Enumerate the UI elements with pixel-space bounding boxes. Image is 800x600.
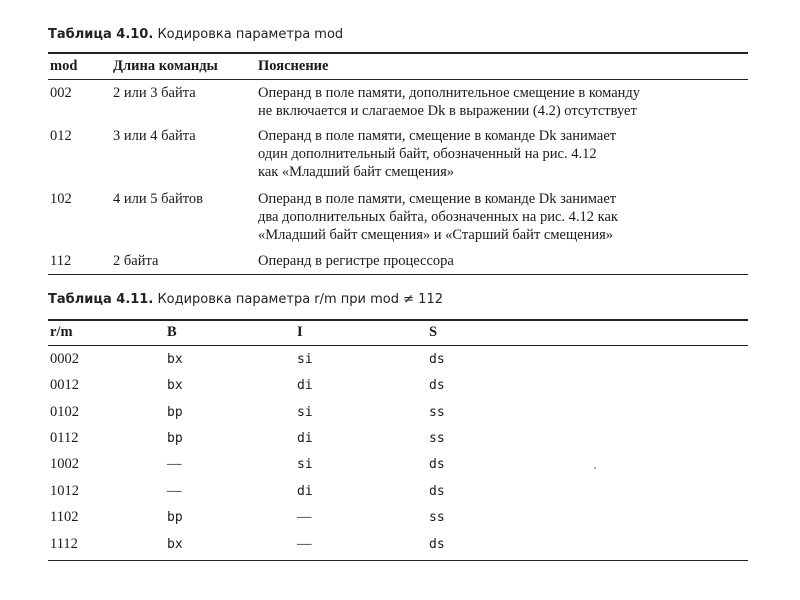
explanation-cell [258, 127, 616, 181]
b-register: bp [167, 431, 183, 446]
table-4-10-caption [48, 27, 343, 42]
scan-speck [594, 467, 596, 469]
header-i: I [297, 324, 303, 340]
explanation-line: Операнд в поле памяти, смещение в команде Dk занимает [258, 191, 617, 207]
s-register: ss [429, 431, 445, 446]
explanation-line: два дополнительных байта, обозначенных на рис. 4.12 как [258, 209, 618, 225]
i-register: si [297, 457, 313, 472]
table-bottom-rule [48, 274, 748, 275]
rm-value: 1112 [50, 536, 78, 552]
i-register: si [297, 405, 313, 420]
b-register: — [167, 483, 182, 499]
s-register: ds [429, 352, 445, 367]
i-register: di [297, 484, 313, 499]
explanation-line: Операнд в поле памяти, дополнительное смещение в команду [258, 85, 641, 101]
command-length: 2 байта [113, 253, 159, 269]
mod-value: 002 [50, 85, 72, 101]
caption-label: Таблица 4.10. [48, 27, 154, 42]
s-register: ds [429, 378, 445, 393]
command-length: 2 или 3 байта [113, 85, 196, 101]
explanation-cell [258, 84, 640, 120]
header-s: S [429, 324, 438, 340]
header-command-length: Длина команды [113, 58, 218, 74]
explanation-line: не включается и слагаемое Dk в выражении (4.2) отсутствует [258, 103, 637, 119]
s-register: ds [429, 484, 445, 499]
table-header-rule [48, 345, 748, 346]
mod-value: 102 [50, 191, 72, 207]
i-register: si [297, 352, 313, 367]
b-register: bp [167, 510, 183, 525]
table-4-11-caption [48, 292, 443, 307]
header-explanation: Пояснение [258, 58, 329, 74]
command-length: 4 или 5 байтов [113, 191, 203, 207]
explanation-cell [258, 252, 454, 270]
s-register: ss [429, 405, 445, 420]
table-header-rule [48, 79, 748, 80]
explanation-cell [258, 190, 618, 244]
b-register: bp [167, 405, 183, 420]
caption-text: Кодировка параметра r/m при mod ≠ 112 [157, 292, 443, 307]
header-b: B [167, 324, 177, 340]
header-rm: r/m [50, 324, 73, 340]
b-register: bx [167, 537, 183, 552]
mod-value: 012 [50, 128, 72, 144]
explanation-line: Операнд в поле памяти, смещение в команде Dk занимает [258, 128, 617, 144]
s-register: ds [429, 537, 445, 552]
header-mod: mod [50, 58, 78, 74]
table-bottom-rule [48, 560, 748, 561]
caption-text: Кодировка параметра mod [157, 27, 344, 42]
rm-value: 0002 [50, 351, 79, 367]
rm-value: 0012 [50, 377, 79, 393]
explanation-line: «Младший байт смещения» и «Старший байт смещения» [258, 227, 613, 243]
s-register: ds [429, 457, 445, 472]
rm-value: 1012 [50, 483, 79, 499]
command-length: 3 или 4 байта [113, 128, 196, 144]
s-register: ss [429, 510, 445, 525]
rm-value: 0102 [50, 404, 79, 420]
rm-value: 0112 [50, 430, 79, 446]
rm-value: 1002 [50, 456, 79, 472]
explanation-line: как «Младший байт смещения» [258, 164, 455, 180]
table-top-rule [48, 319, 748, 321]
i-register: — [297, 509, 312, 525]
b-register: — [167, 456, 182, 472]
mod-value: 112 [50, 253, 72, 269]
i-register: di [297, 431, 313, 446]
i-register: — [297, 536, 312, 552]
explanation-line: один дополнительный байт, обозначенный на рис. 4.12 [258, 146, 597, 162]
b-register: bx [167, 378, 183, 393]
rm-value: 1102 [50, 509, 79, 525]
table-top-rule [48, 52, 748, 54]
b-register: bx [167, 352, 183, 367]
explanation-line: Операнд в регистре процессора [258, 253, 454, 269]
i-register: di [297, 378, 313, 393]
caption-label: Таблица 4.11. [48, 292, 154, 307]
